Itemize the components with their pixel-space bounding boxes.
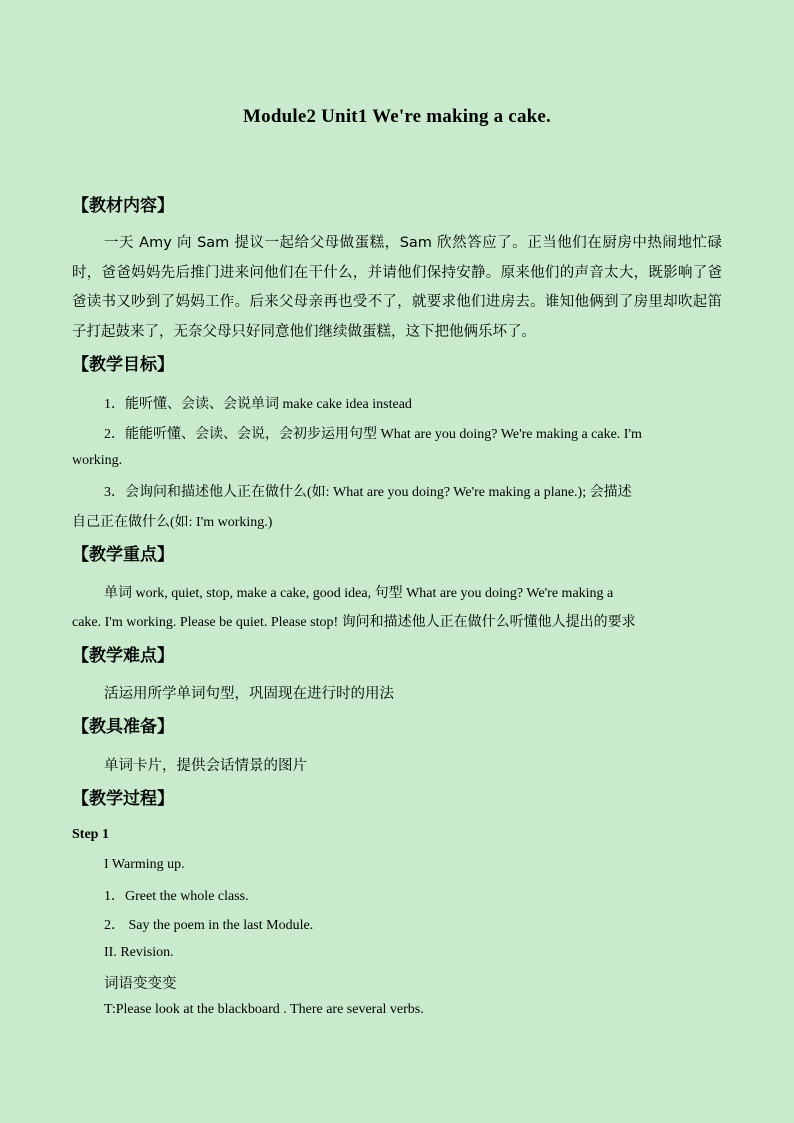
difficulties-heading: 【教学难点】: [72, 646, 174, 666]
greet-class: 1．Greet the whole class.: [104, 889, 249, 904]
materials-heading: 【教具准备】: [72, 717, 174, 737]
key-points-heading: 【教学重点】: [72, 545, 174, 565]
objective-item-3: 3．会询问和描述他人正在做什么(如: What are you doing? We're making a plane.); 会描述: [104, 485, 632, 500]
step-label: Step 1: [72, 827, 109, 842]
process-heading: 【教学过程】: [72, 789, 174, 809]
key-points-line-1: 单词 work, quiet, stop, make a cake, good idea, 句型 What are you doing? We're making a: [104, 586, 614, 601]
revision: II. Revision.: [104, 945, 174, 960]
objective-item-2: 2．能能听懂、会读、会说，会初步运用句型 What are you doing? We're making a cake. I'm: [104, 427, 642, 442]
page-title: Module2 Unit1 We're making a cake.: [243, 106, 551, 127]
key-points-line-2: cake. I'm working. Please be quiet. Please stop! 询问和描述他人正在做什么听懂他人提出的要求: [72, 615, 636, 630]
content-paragraph: 一天 Amy 向 Sam 提议一起给父母做蛋糕，Sam 欣然答应了。正当他们在厨房中热闹地忙碌时，爸爸妈妈先后推门进来问他们在干什么，并请他们保持安静。原来他们的声音太大，既影响了爸爸读书又吵到了妈妈工作。后来父母亲再也受不了，就要求他们进房去。谁知他俩到了房里却吹起笛子打起鼓来了，无奈父母只好同意他们继续做蛋糕，这下把他俩乐坏了。: [72, 235, 722, 340]
word-game: 词语变变变: [104, 976, 177, 992]
objective-item-1: 1．能听懂、会读、会说单词 make cake idea instead: [104, 397, 412, 412]
teacher-instruction: T:Please look at the blackboard . There are several verbs.: [104, 1002, 424, 1017]
objectives-heading: 【教学目标】: [72, 355, 174, 375]
difficulties-text: 活运用所学单词句型，巩固现在进行时的用法: [104, 686, 394, 702]
objective-item-3-cont: 自己正在做什么(如: I'm working.): [72, 515, 273, 530]
warming-up: I Warming up.: [104, 857, 185, 872]
materials-text: 单词卡片，提供会话情景的图片: [104, 758, 307, 774]
content-heading: 【教材内容】: [72, 196, 174, 216]
say-poem: 2． Say the poem in the last Module.: [104, 918, 314, 933]
objective-item-2-cont: working.: [72, 453, 123, 468]
